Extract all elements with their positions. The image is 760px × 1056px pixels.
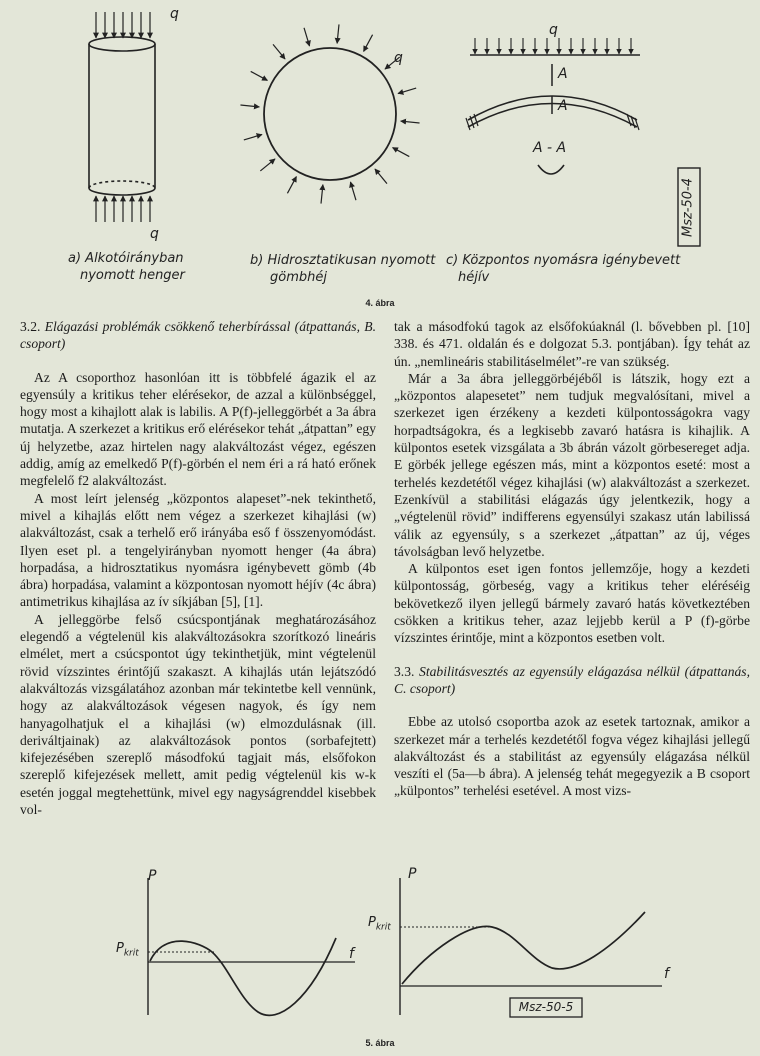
pressure-arrow xyxy=(350,182,355,200)
section-label: A - A xyxy=(533,140,567,156)
pkrit-sub: krit xyxy=(123,948,139,959)
paragraph: Az A csoporthoz hasonlóan itt is többfelé ágazik el az egyensúly a kritikus teher elérésekor, de azzal a különbséggel, hogy most a kihajlott alak is labilis. A P(f)-jelleggörbét a 3a ábra mutatja. A szerkezet a kritikus erő elérésekor tehát „átpattan” egy új helyzetbe, azaz hirtelen nagy alakváltozást végez, egészen addig, amíg az emelkedő P(f)-görbén el nem éri a rá ható erőnek megfelelő f2 alakváltozást. xyxy=(20,369,376,489)
caption-a-line2: nyomott henger xyxy=(80,268,185,283)
caption-c-line2: héjív xyxy=(458,270,490,285)
arch-figure xyxy=(466,38,700,246)
axis-label-P-right: P xyxy=(408,866,417,882)
paragraph: A jelleggörbe felső csúcspontjának meghatározásához elegendő a végtelenül kis alakváltozásokra szorítkozó lineáris elmélet, mert a csúcspontot úgy tekinthetjük, mint végtelenül rövid vízszintes érintőjű szakaszt. A kihajlás után lejátszódó alakváltozás vizsgálatához azonban már tekintetbe kell vennünk, hogy az alakváltozások végesen nagyok, és így nem hanyagolhatjuk el a kihajlási (w) elmozdulásnak (ill. deriváltjainak) az alakváltozások pontos (sorbafejtett) kifejezésében szereplő másodfokú tagjait más, elsőfokon szereplő kifejezések mellett, amit pedig végtelenül kis w-k esetén joggal megtehettünk, mivel egy nagyságrenddel kisebbek vol- xyxy=(20,611,376,818)
section-title: Stabilitásvesztés az egyensúly elágazása nélkül (átpattanás, C. csoport) xyxy=(394,663,750,696)
caption-b xyxy=(250,252,435,286)
section-mark-A-bottom: A xyxy=(558,98,568,114)
graph-5b xyxy=(400,878,662,1017)
load-label-q-cylinder: q xyxy=(170,6,179,22)
pkrit-main: P xyxy=(368,915,376,930)
pressure-arrow xyxy=(287,177,296,194)
paragraph: Ebbe az utolsó csoportba azok az esetek tartoznak, amikor a szerkezet már a terhelés kezdetétől fogva végez kihajlási jellegű alakváltozást és a stabilitást az egyensúly elágazása nélkül veszíti el (5a—b ábra). A jelenség tehát megegyezik a B csoport „külpontos” terhelési esetével. A most vizs- xyxy=(394,714,750,799)
pressure-arrow xyxy=(364,35,373,52)
caption-c-line1: c) Központos nyomásra igénybevett xyxy=(446,253,681,268)
section-mark-A-top: A xyxy=(558,66,568,82)
right-column xyxy=(394,318,750,800)
paragraph: Már a 3a ábra jelleggörbéjéből is látszik, hogy ezt a „központos alapesetet” nem tudjuk megvalósítani, mivel a szerkezet igen érzékeny a kezdeti külpontosságokra vagy horpadtságokra, és a legkisebb zavaró hatásra is kihajlik. A külpontos esetek vizsgálata a 3b ábrán vázolt görbesereget adja. E görbék jellege egészen más, mint a központos esetéː most a terhelés kezdetétől végez kihajlási (w) alakváltozást a szerkezet. Ezenkívül a stabilitási elágazás úgy jelentkezik, hogy a „végtelenül rövid” indifferens egyensúlyi szakasz után labilissá válik az egyensúly, s a szerkezet „átpattan” az új, véges távolságban levő helyzetbe. xyxy=(394,370,750,559)
load-label-q-sphere: q xyxy=(394,50,403,66)
pressure-arrow xyxy=(251,71,268,80)
drawing-stamp-4: Msz-50-4 xyxy=(680,178,696,238)
cylinder-figure xyxy=(89,12,155,222)
pressure-arrow xyxy=(240,105,259,107)
figure-5-drawing xyxy=(0,860,760,1056)
axis-label-f-right: f xyxy=(664,966,669,982)
caption-a xyxy=(68,250,185,284)
pkrit-main: P xyxy=(116,941,124,956)
paragraph: A most leírt jelenség „központos alapeset”-nek tekinthető, mivel a kihajlás előtt nem végez a szerkezet kihajlási (w) alakváltozást, csak a terhelő erő irányába eső f összenyomódást. Ilyen eset pl. a tengelyirányban nyomott henger (4a ábra) horpadása, a hidrosztatikus nyomásra igénybevett gömb (4b ábra) horpadása, valamint a központosan nyomott héjív (4c ábra) antimetrikus kihajlása az ív síkjában [5], [1]. xyxy=(20,490,376,610)
caption-a-line1: a) Alkotóirányban xyxy=(68,251,184,266)
pressure-arrow xyxy=(244,134,262,139)
section-number: 3.3. xyxy=(394,663,415,679)
pressure-arrow xyxy=(398,88,416,93)
section-3-3-heading xyxy=(394,663,750,698)
section-number: 3.2. xyxy=(20,319,41,334)
pkrit-sub: krit xyxy=(375,922,391,933)
axis-label-P-left: P xyxy=(148,868,157,884)
pressure-arrow xyxy=(375,169,387,184)
load-label-q-arch: q xyxy=(549,22,558,38)
pkrit-label-right xyxy=(368,915,391,933)
section-3-2-heading xyxy=(20,318,376,353)
pressure-arrow xyxy=(273,44,285,59)
pressure-arrow xyxy=(304,28,309,46)
pressure-arrow xyxy=(393,148,410,157)
axis-label-f-left: f xyxy=(349,946,354,962)
paragraph: A külpontos eset igen fontos jellemzője, hogy a kezdeti külpontosság, görbeség, vagy a kritikus teher eléréséig bekövetkező ilyen jellegű bármely zavaró hatás következtében csökken a kritikus teher, azaz lejjebb kerül a P (f)-görbe vízszintes érintője, mint a központos esetben volt. xyxy=(394,561,750,646)
sphere-figure xyxy=(240,24,419,203)
graph-5a xyxy=(148,878,355,1015)
caption-b-line1: b) Hidrosztatikusan nyomott xyxy=(250,253,436,268)
caption-b-line2: gömbhéj xyxy=(270,270,327,285)
pressure-arrow xyxy=(337,24,339,43)
pkrit-label-left xyxy=(116,941,139,959)
figure-4-title: 4. ábra xyxy=(365,298,395,308)
pressure-arrow xyxy=(260,159,275,171)
caption-c xyxy=(446,252,680,286)
load-label-q-cylinder-bottom: q xyxy=(150,226,159,242)
pressure-arrow xyxy=(321,185,323,204)
left-column xyxy=(20,318,376,818)
figure-5-title: 5. ábra xyxy=(365,1038,395,1048)
drawing-stamp-5: Msz-50-5 xyxy=(518,1000,574,1014)
pressure-arrow xyxy=(401,121,420,123)
section-title: Elágazási problémák csökkenő teherbírással (átpattanás, B. csoport) xyxy=(20,319,376,352)
paragraph: tak a másodfokú tagok az elsőfokúaknál (l. bővebben pl. [10] 338. és 471. oldalán és e dolgozat 5.3. pontjában). Így tehát az ún. „nemlineáris stabilitáselmélet”-re van szükség. xyxy=(394,319,750,369)
